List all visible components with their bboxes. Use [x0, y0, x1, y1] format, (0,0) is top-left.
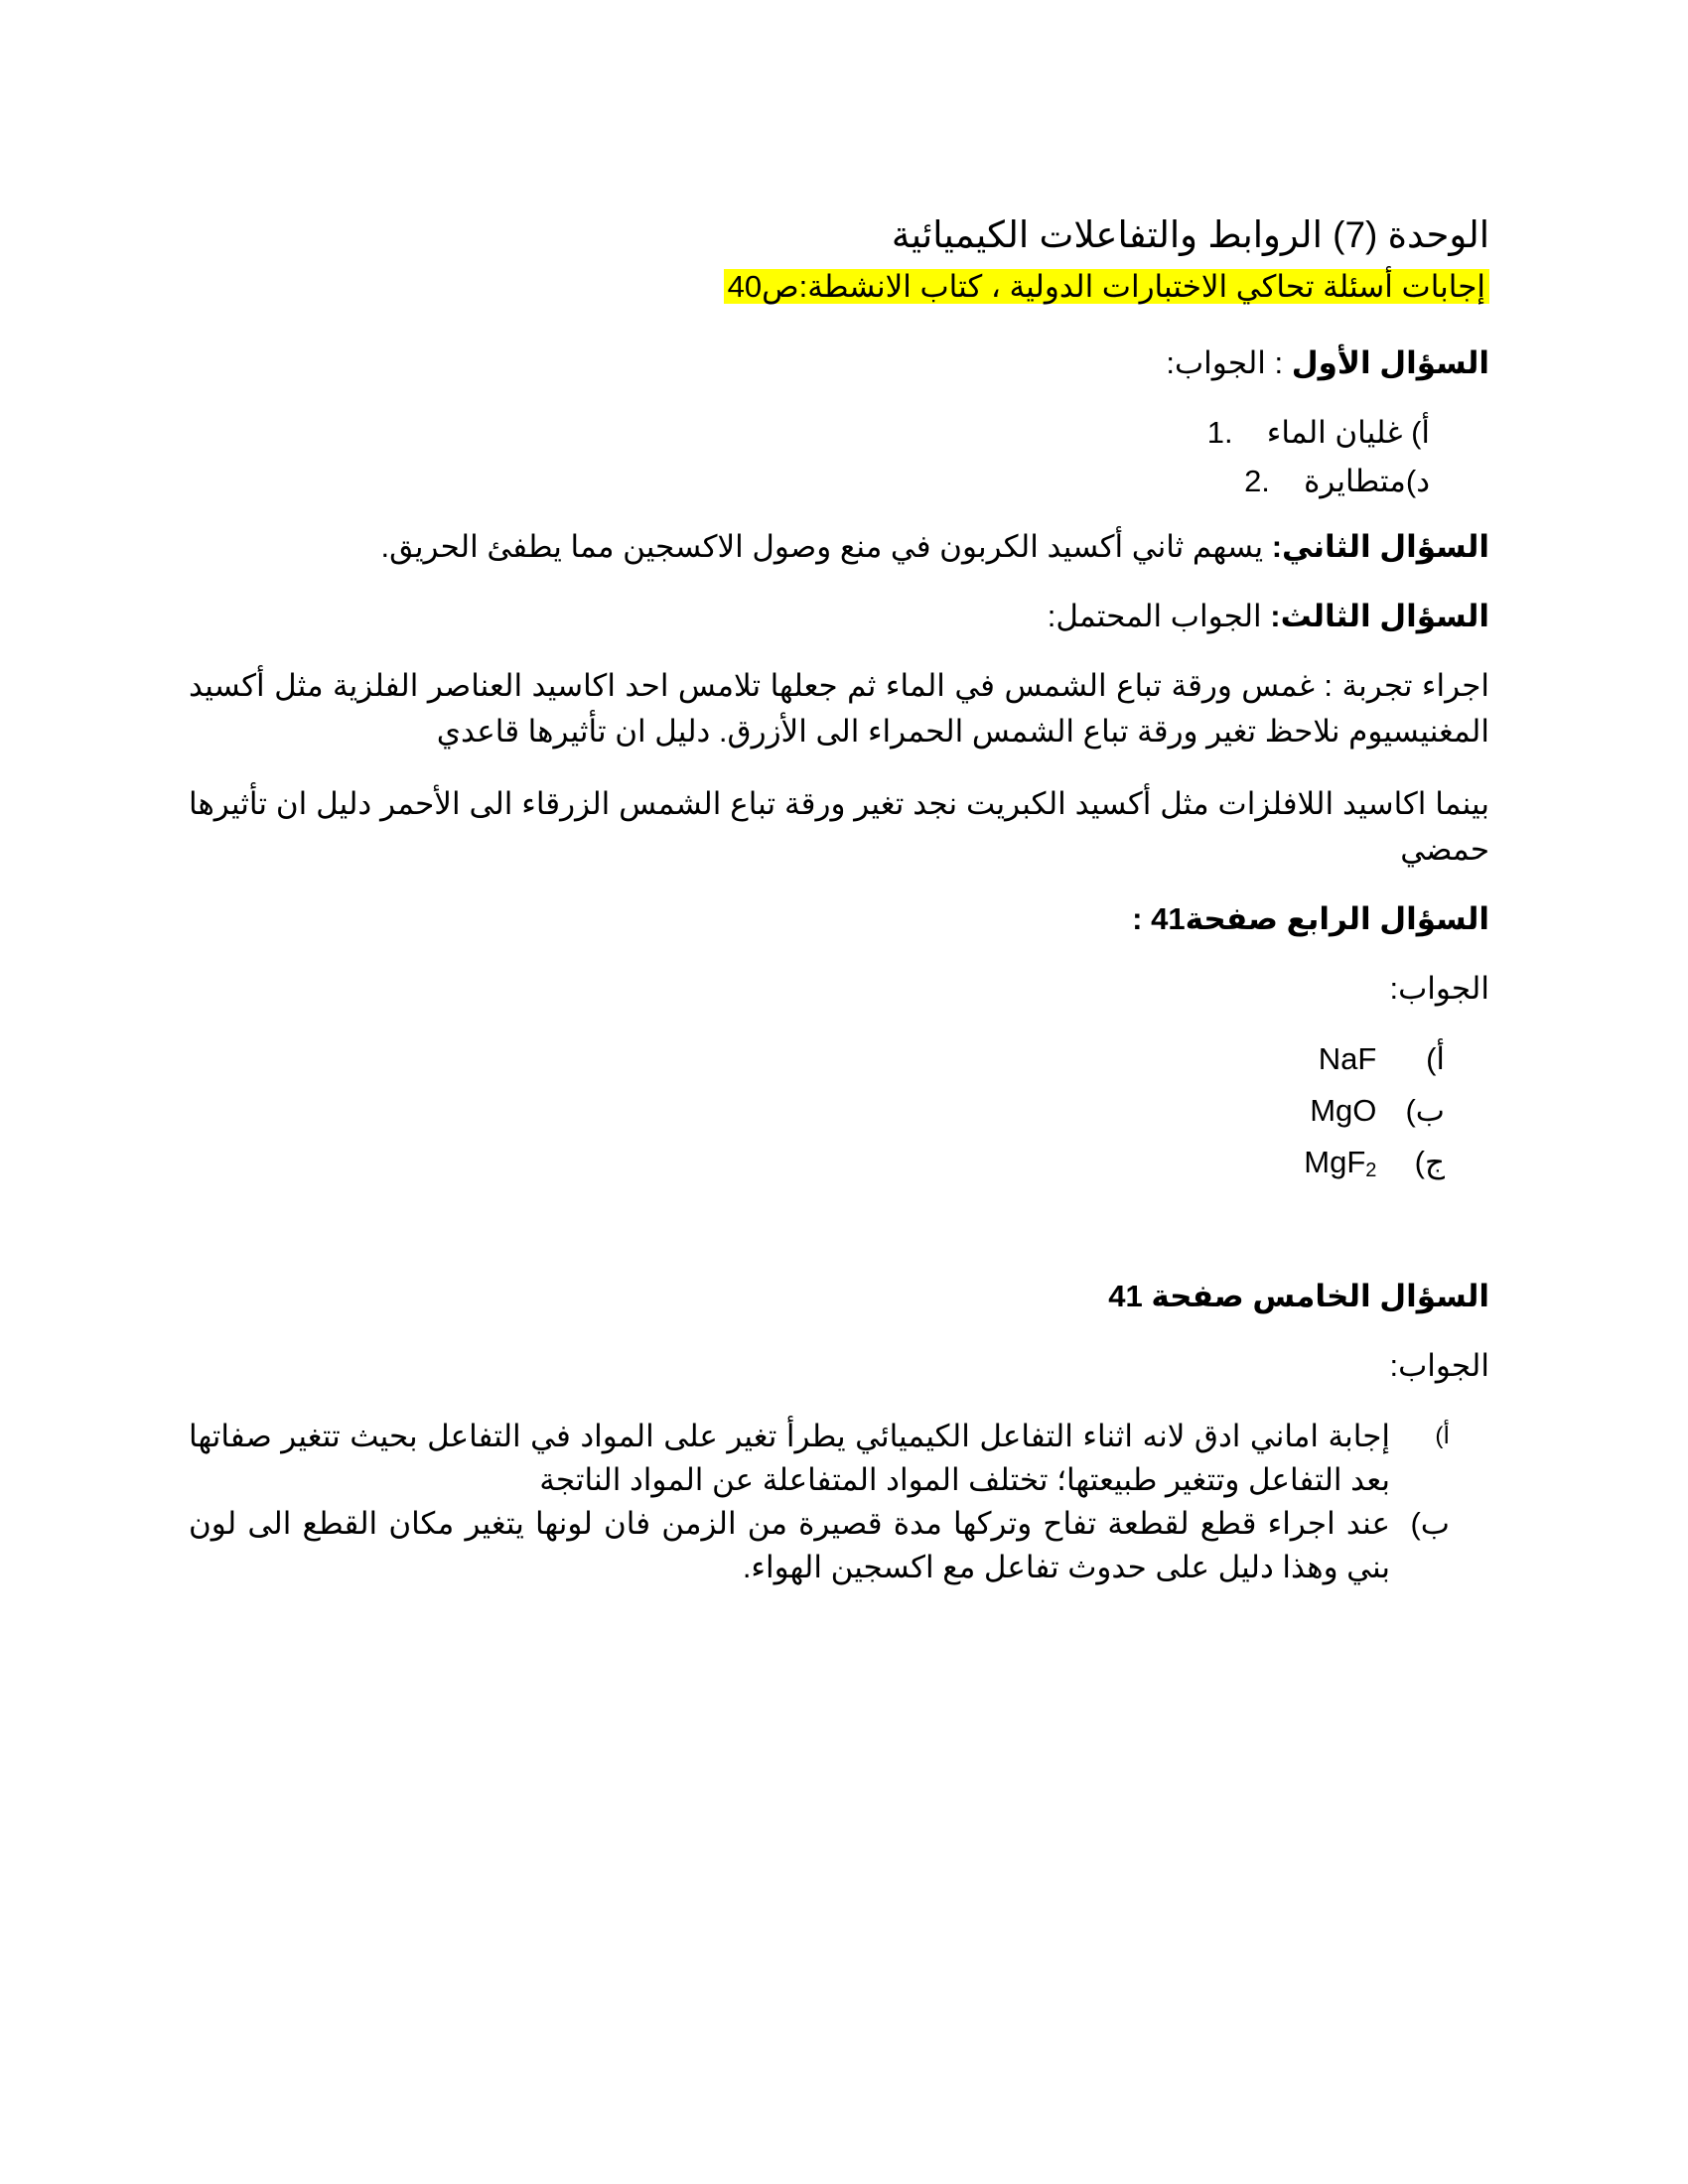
- question-3-heading: [1048, 596, 1489, 637]
- list-item: [1207, 408, 1430, 457]
- question-5-answers: [189, 1415, 1489, 1589]
- formula-text: MgF$_2$: [1304, 1145, 1377, 1181]
- answer-number: 2.: [1244, 464, 1270, 498]
- answer-number: 1.: [1206, 415, 1233, 450]
- question-1-rest: : الجواب:: [1166, 345, 1292, 380]
- question-1-heading: [1166, 342, 1489, 384]
- formula-label: ب): [1405, 1093, 1445, 1128]
- formula-item: [1319, 1033, 1445, 1085]
- page-subtitle: [724, 266, 1489, 308]
- formula-item: [1304, 1137, 1445, 1196]
- document-page: [189, 0, 1489, 2184]
- answer-marker: أ): [1435, 1423, 1450, 1449]
- answer-text: عند اجراء قطع لقطعة تفاح وتركها مدة قصيرة من الزمن فان لونها يتغير مكان القطع الى لون بني وهذا دليل على حدوث تفاعل مع اكسجين الهواء.: [189, 1506, 1390, 1584]
- subtitle-highlight: إجابات أسئلة تحاكي الاختبارات الدولية ، كتاب الانشطة:ص40: [724, 269, 1489, 304]
- answer-text: إجابة اماني ادق لانه اثناء التفاعل الكيميائي يطرأ تغير على المواد في التفاعل بحيث تتغير صفاتها بعد التفاعل وتتغير طبيعتها؛ تختلف المواد المتفاعلة عن المواد الناتجة: [189, 1419, 1390, 1497]
- formula-text: NaF: [1318, 1041, 1377, 1076]
- question-3-paragraph-1: اجراء تجربة : غمس ورقة تباع الشمس في الماء ثم جعلها تلامس احد اكاسيد العناصر الفلزية مثل أكسيد المغنيسيوم نلاحظ تغير ورقة تباع الشمس الحمراء الى الأزرق. دليل ان تأثيرها قاعدي: [189, 668, 1489, 749]
- formula-label: ج): [1414, 1145, 1445, 1179]
- question-3-paragraph-2: بينما اكاسيد اللافلزات مثل أكسيد الكبريت نجد تغير ورقة تباع الشمس الزرقاء الى الأحمر دليل ان تأثيرها حمضي: [189, 786, 1489, 867]
- answer-marker: ب): [1410, 1506, 1450, 1541]
- question-3-label: السؤال الثالث:: [1270, 599, 1489, 633]
- question-4-heading: السؤال الرابع صفحة41 :: [1132, 901, 1489, 936]
- list-item: [189, 1502, 1489, 1589]
- question-4-answer-label: الجواب:: [1389, 971, 1489, 1006]
- question-3-rest: الجواب المحتمل:: [1047, 599, 1271, 633]
- list-item: [1207, 457, 1430, 505]
- formula-subscript: 2: [1365, 1160, 1377, 1181]
- question-2-answer: يسهم ثاني أكسيد الكربون في منع وصول الاكسجين مما يطفئ الحريق.: [380, 529, 1272, 564]
- question-1-label: السؤال الأول: [1291, 345, 1489, 380]
- question-5-heading: السؤال الخامس صفحة 41: [1108, 1279, 1489, 1313]
- question-2: [380, 526, 1489, 568]
- formula-label: أ): [1426, 1041, 1445, 1076]
- question-2-label: السؤال الثاني:: [1271, 529, 1489, 564]
- question-1-answers: [1207, 408, 1430, 505]
- formula-text: MgO: [1310, 1093, 1377, 1128]
- list-item: [189, 1415, 1489, 1502]
- answer-text: أ) غليان الماء: [1266, 415, 1430, 450]
- question-5-answer-label: الجواب:: [1389, 1348, 1489, 1383]
- formula-item: [1310, 1085, 1445, 1137]
- answer-text: د)متطايرة: [1304, 464, 1430, 498]
- page-title: الوحدة (7) الروابط والتفاعلات الكيميائية: [891, 214, 1489, 255]
